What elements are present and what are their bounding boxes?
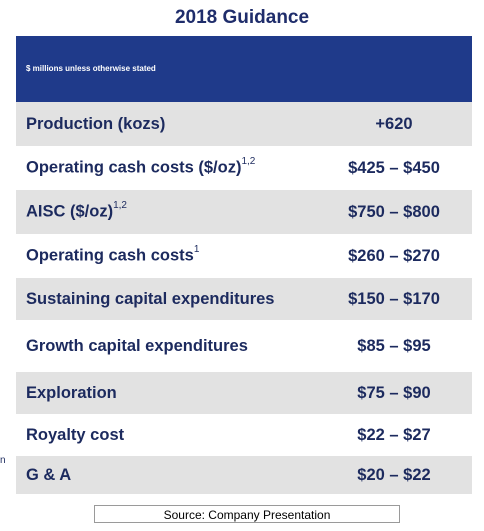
- guidance-table: [16, 36, 472, 494]
- row-label: Exploration: [26, 383, 117, 402]
- row-value: $20 – $22: [357, 465, 431, 484]
- table-header: [16, 36, 472, 102]
- table-row: [16, 456, 472, 494]
- row-value: $22 – $27: [357, 425, 431, 444]
- table-row: [16, 190, 472, 234]
- source-caption: Source: Company Presentation: [94, 505, 400, 523]
- row-label: Growth capital expenditures: [26, 336, 248, 355]
- row-value: $425 – $450: [348, 158, 440, 177]
- table-row: [16, 102, 472, 146]
- table-row: [16, 234, 472, 278]
- header-note: $ millions unless otherwise stated: [26, 64, 156, 73]
- page-title: 2018 Guidance: [174, 7, 310, 28]
- table-row: [16, 146, 472, 190]
- row-label: Royalty cost: [26, 425, 125, 444]
- table-row: [16, 278, 472, 320]
- edge-text-fragment: n: [0, 455, 6, 466]
- row-value: $150 – $170: [348, 289, 440, 308]
- row-label: Sustaining capital expenditures: [26, 289, 275, 308]
- row-value: +620: [375, 114, 413, 133]
- row-value: $75 – $90: [357, 383, 431, 402]
- table-row: [16, 372, 472, 414]
- table-row: [16, 414, 472, 456]
- row-value: $750 – $800: [348, 202, 440, 221]
- row-label: G & A: [26, 465, 72, 484]
- row-label: Operating cash costs$^1$: [26, 244, 200, 265]
- row-value: $85 – $95: [357, 336, 431, 355]
- table-row: [16, 320, 472, 372]
- row-label: Production (kozs): [26, 114, 166, 133]
- row-value: $260 – $270: [348, 246, 440, 265]
- row-label: Operating cash costs ($/oz)$^{1,2}$: [26, 156, 256, 177]
- row-label: AISC ($/oz)$^{1,2}$: [26, 200, 127, 221]
